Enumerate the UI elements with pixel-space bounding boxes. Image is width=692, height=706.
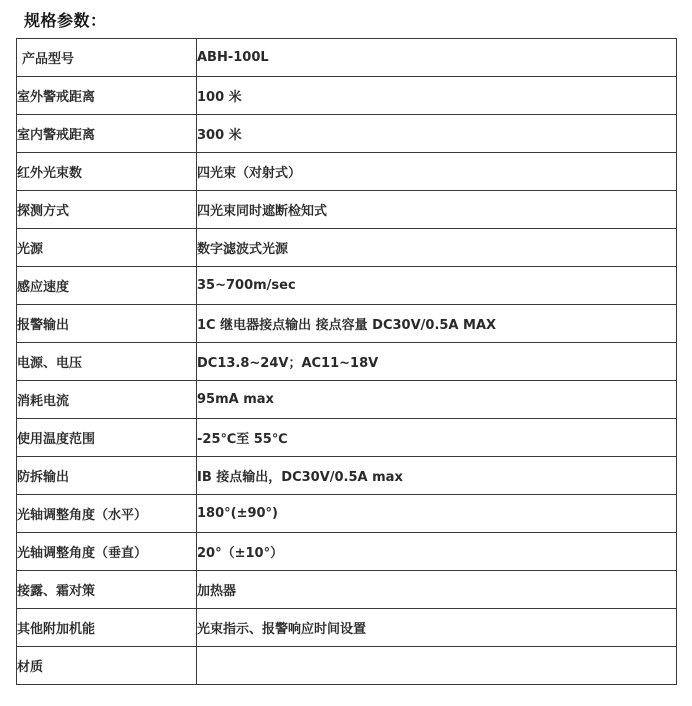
spec-value: 四光束同时遮断检知式 [197,191,677,229]
spec-value: -25℃至 55℃ [197,419,677,457]
page-title: 规格参数： [24,11,107,30]
table-row [17,305,677,343]
spec-label: 使用温度范围 [17,419,197,457]
spec-value: 光束指示、报警响应时间设置 [197,609,677,647]
table-row [17,571,677,609]
spec-label: 材质 [17,647,197,685]
spec-value: 加热器 [197,571,677,609]
spec-label: 电源、电压 [17,343,197,381]
spec-value: 100 米 [197,77,677,115]
table-row [17,609,677,647]
table-row [17,77,677,115]
table-row [17,191,677,229]
table-row [17,229,677,267]
spec-label: 其他附加机能 [17,609,197,647]
spec-value: 数字滤波式光源 [197,229,677,267]
spec-value: 35~700m/sec [197,267,677,305]
spec-label: 光源 [17,229,197,267]
table-row [17,419,677,457]
table-row [17,115,677,153]
table-row [17,457,677,495]
spec-label: 报警输出 [17,305,197,343]
spec-value: 300 米 [197,115,677,153]
spec-label: 探测方式 [17,191,197,229]
spec-table-body [17,39,677,685]
table-row [17,39,677,77]
spec-value: 1C 继电器接点输出 接点容量 DC30V/0.5A MAX [197,305,677,343]
spec-label: 产品型号 [17,39,197,77]
spec-label: 红外光束数 [17,153,197,191]
table-row [17,495,677,533]
spec-label: 感应速度 [17,267,197,305]
table-row [17,533,677,571]
spec-value: ABH-100L [197,39,677,77]
spec-value: 四光束（对射式） [197,153,677,191]
spec-value: 180°(±90°) [197,495,677,533]
table-row [17,381,677,419]
spec-value: 95mA max [197,381,677,419]
table-row [17,267,677,305]
table-row [17,153,677,191]
spec-label: 室内警戒距离 [17,115,197,153]
spec-label: 光轴调整角度（垂直） [17,533,197,571]
spec-label: 消耗电流 [17,381,197,419]
spec-value: DC13.8~24V；AC11~18V [197,343,677,381]
spec-value [197,647,677,685]
spec-label: 光轴调整角度（水平） [17,495,197,533]
table-row [17,647,677,685]
spec-label: 接露、霜对策 [17,571,197,609]
spec-label: 防拆输出 [17,457,197,495]
spec-label: 室外警戒距离 [17,77,197,115]
spec-value: IB 接点输出，DC30V/0.5A max [197,457,677,495]
table-row [17,343,677,381]
spec-value: 20°（±10°） [197,533,677,571]
spec-table [16,38,677,685]
